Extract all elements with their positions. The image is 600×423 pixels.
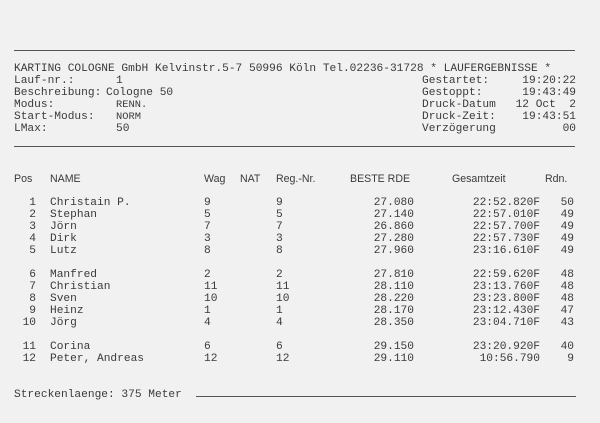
cell-total: 23:23.800F: [472, 293, 540, 305]
cell-reg: 1: [276, 305, 283, 317]
cell-laps: 48: [560, 281, 574, 293]
cell-total: 22:57.730F: [472, 233, 540, 245]
cell-best: 26.860: [373, 221, 414, 233]
cell-laps: 48: [560, 293, 574, 305]
cell-pos: 11: [22, 341, 36, 353]
cell-total: 23:12.430F: [472, 305, 540, 317]
cell-laps: 40: [560, 341, 574, 353]
cell-best: 27.280: [373, 233, 414, 245]
cell-laps: 47: [560, 305, 574, 317]
meta-label-modus: Modus:: [14, 99, 55, 111]
cell-laps: 49: [560, 233, 574, 245]
col-total: Gesamtzeit: [452, 173, 506, 185]
col-reg: Reg.-Nr.: [276, 173, 316, 185]
cell-pos: 2: [29, 209, 36, 221]
cell-pos: 3: [29, 221, 36, 233]
cell-name: Dirk: [50, 233, 77, 245]
meta-value-gestartet: 19:20:22: [522, 75, 576, 87]
cell-name: Lutz: [50, 245, 77, 257]
cell-name: Heinz: [50, 305, 84, 317]
cell-reg: 12: [276, 353, 290, 365]
cell-reg: 4: [276, 317, 283, 329]
cell-reg: 8: [276, 245, 283, 257]
cell-pos: 6: [29, 269, 36, 281]
cell-total: 22:52.820F: [472, 197, 540, 209]
cell-laps: 43: [560, 317, 574, 329]
meta-label-verzoegerung: Verzögerung: [422, 123, 496, 135]
cell-total: 23:16.610F: [472, 245, 540, 257]
header-line: KARTING COLOGNE GmbH Kelvinstr.5-7 50996 Köln Tel.02236-31728 * LAUFERGEBNISSE *: [14, 63, 552, 75]
cell-best: 28.220: [373, 293, 414, 305]
meta-label-start-modus: Start-Modus:: [14, 111, 95, 123]
meta-label-gestartet: Gestartet:: [422, 75, 490, 87]
cell-wag: 9: [204, 197, 211, 209]
cell-wag: 8: [204, 245, 211, 257]
cell-best: 29.150: [373, 341, 414, 353]
cell-total: 22:59.620F: [472, 269, 540, 281]
meta-value-druck-zeit: 19:43:51: [522, 111, 576, 123]
cell-total: 23:20.920F: [472, 341, 540, 353]
meta-label-lmax: LMax:: [14, 123, 48, 135]
cell-pos: 8: [29, 293, 36, 305]
cell-best: 27.080: [373, 197, 414, 209]
cell-wag: 2: [204, 269, 211, 281]
col-nat: NAT: [240, 173, 261, 185]
cell-total: 10:56.790: [479, 353, 540, 365]
cell-wag: 12: [204, 353, 218, 365]
col-wag: Wag: [204, 173, 226, 185]
cell-name: Jörn: [50, 221, 77, 233]
cell-best: 28.170: [373, 305, 414, 317]
col-best: BESTE RDE: [350, 173, 411, 185]
cell-name: Jörg: [50, 317, 77, 329]
cell-total: 23:04.710F: [472, 317, 540, 329]
meta-label-druck-zeit: Druck-Zeit:: [422, 111, 496, 123]
cell-total: 22:57.010F: [472, 209, 540, 221]
col-laps: Rdn.: [545, 173, 568, 185]
meta-label-druck-datum: Druck-Datum: [422, 99, 496, 111]
meta-value-lmax: 50: [116, 123, 130, 135]
cell-best: 27.140: [373, 209, 414, 221]
cell-pos: 10: [22, 317, 36, 329]
cell-reg: 3: [276, 233, 283, 245]
cell-best: 27.810: [373, 269, 414, 281]
cell-name: Sven: [50, 293, 77, 305]
cell-best: 28.350: [373, 317, 414, 329]
meta-value-beschreibung: Cologne 50: [106, 87, 174, 99]
meta-label-lauf-nr: Lauf-nr.:: [14, 75, 75, 87]
cell-laps: 9: [567, 353, 574, 365]
col-name: NAME: [50, 173, 81, 185]
cell-total: 22:57.700F: [472, 221, 540, 233]
cell-best: 28.110: [373, 281, 414, 293]
col-pos: Pos: [14, 173, 33, 185]
cell-wag: 11: [204, 281, 218, 293]
meta-label-beschreibung: Beschreibung:: [14, 87, 102, 99]
meta-value-start-modus: NORM: [116, 111, 141, 123]
cell-reg: 5: [276, 209, 283, 221]
header-rule: [14, 146, 575, 147]
cell-name: Christian: [50, 281, 111, 293]
cell-reg: 11: [276, 281, 290, 293]
meta-value-lauf-nr: 1: [116, 75, 123, 87]
cell-pos: 5: [29, 245, 36, 257]
cell-pos: 12: [22, 353, 36, 365]
cell-wag: 1: [204, 305, 211, 317]
meta-label-gestoppt: Gestoppt:: [422, 87, 483, 99]
cell-wag: 3: [204, 233, 211, 245]
cell-reg: 6: [276, 341, 283, 353]
cell-name: Peter, Andreas: [50, 353, 144, 365]
footer-rule: [196, 396, 576, 397]
cell-reg: 2: [276, 269, 283, 281]
meta-value-modus: RENN.: [116, 99, 148, 111]
cell-pos: 1: [29, 197, 36, 209]
meta-value-druck-datum: 12 Oct 2: [515, 99, 576, 111]
cell-wag: 5: [204, 209, 211, 221]
cell-reg: 10: [276, 293, 290, 305]
cell-name: Christain P.: [50, 197, 131, 209]
cell-pos: 4: [29, 233, 36, 245]
top-rule: [14, 50, 575, 51]
cell-pos: 9: [29, 305, 36, 317]
cell-reg: 7: [276, 221, 283, 233]
cell-wag: 7: [204, 221, 211, 233]
cell-best: 27.960: [373, 245, 414, 257]
cell-name: Corina: [50, 341, 91, 353]
cell-best: 29.110: [373, 353, 414, 365]
cell-laps: 48: [560, 269, 574, 281]
meta-value-verzoegerung: 00: [562, 123, 576, 135]
cell-wag: 6: [204, 341, 211, 353]
cell-wag: 10: [204, 293, 218, 305]
cell-name: Manfred: [50, 269, 97, 281]
cell-pos: 7: [29, 281, 36, 293]
cell-laps: 49: [560, 209, 574, 221]
cell-laps: 50: [560, 197, 574, 209]
cell-laps: 49: [560, 245, 574, 257]
meta-value-gestoppt: 19:43:49: [522, 87, 576, 99]
cell-name: Stephan: [50, 209, 97, 221]
cell-laps: 49: [560, 221, 574, 233]
footer-line: Streckenlaenge: 375 Meter: [14, 389, 182, 401]
cell-reg: 9: [276, 197, 283, 209]
cell-wag: 4: [204, 317, 211, 329]
cell-total: 23:13.760F: [472, 281, 540, 293]
